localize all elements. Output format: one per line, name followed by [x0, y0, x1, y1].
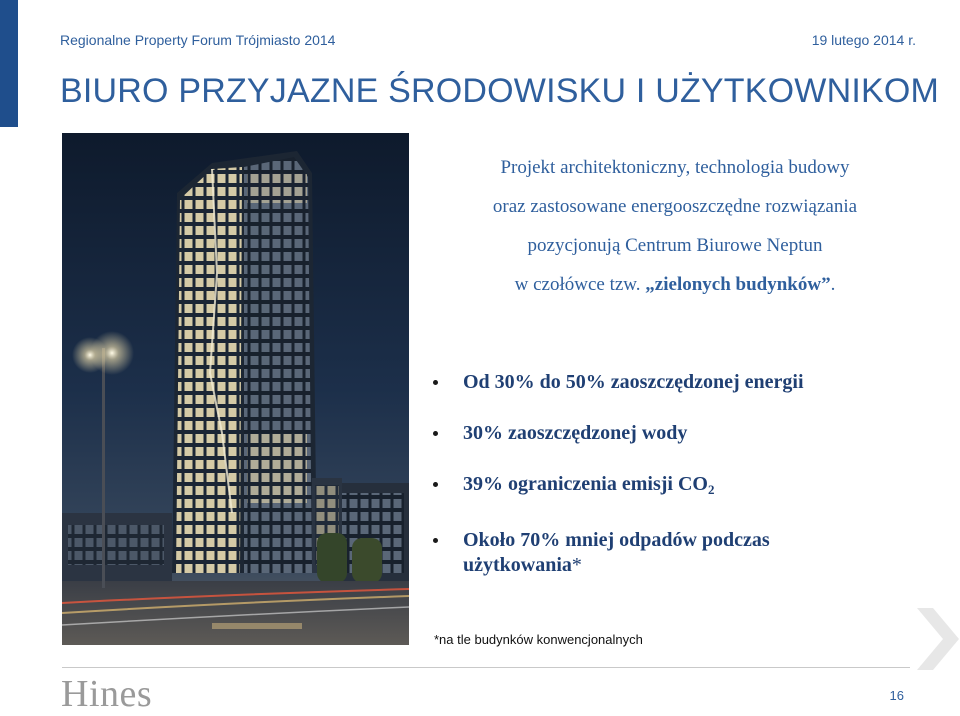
chevron-right-icon [915, 608, 960, 675]
intro-line: pozycjonują Centrum Biurowe Neptun [527, 235, 823, 256]
intro-text: . [830, 274, 836, 295]
building-rendering-image [62, 133, 409, 645]
page-number: 16 [889, 688, 904, 703]
accent-bar [0, 0, 18, 127]
bullet-text: użytkowania [463, 554, 572, 576]
bullet-icon [433, 538, 438, 543]
bullet-text: 39% ograniczenia emisji CO [463, 473, 708, 495]
list-item [430, 421, 930, 446]
intro-line [440, 265, 910, 304]
footnote-marker: * [571, 554, 582, 576]
list-item [430, 528, 930, 578]
bullet-icon [433, 380, 438, 385]
intro-line: Projekt architektoniczny, technologia budowy [500, 157, 850, 178]
intro-text: w czołówce tzw. [514, 274, 646, 295]
green-buildings-emphasis: „zielonych budynków” [645, 274, 831, 295]
slide-title: BIURO PRZYJAZNE ŚRODOWISKU I UŻYTKOWNIKOM [60, 72, 940, 110]
footer-divider [62, 667, 910, 668]
bullet-text: 30% zaoszczędzonej wody [463, 422, 688, 444]
event-date: 19 lutego 2014 r. [811, 32, 916, 48]
event-name: Regionalne Property Forum Trójmiasto 2014 [60, 32, 336, 48]
bullet-icon [433, 482, 438, 487]
bullet-text: Od 30% do 50% zaoszczędzonej energii [463, 371, 804, 393]
intro-paragraph [440, 148, 910, 304]
bullet-icon [433, 431, 438, 436]
list-item [430, 472, 930, 502]
hines-logo: Hines [61, 673, 153, 715]
bullet-text: Około 70% mniej odpadów podczas [463, 529, 770, 551]
footnote: *na tle budynków konwencjonalnych [434, 632, 643, 647]
subscript-2: 2 [707, 482, 715, 497]
list-item [430, 370, 930, 395]
intro-line: oraz zastosowane energooszczędne rozwiązania [492, 196, 858, 217]
benefits-list [430, 370, 930, 604]
